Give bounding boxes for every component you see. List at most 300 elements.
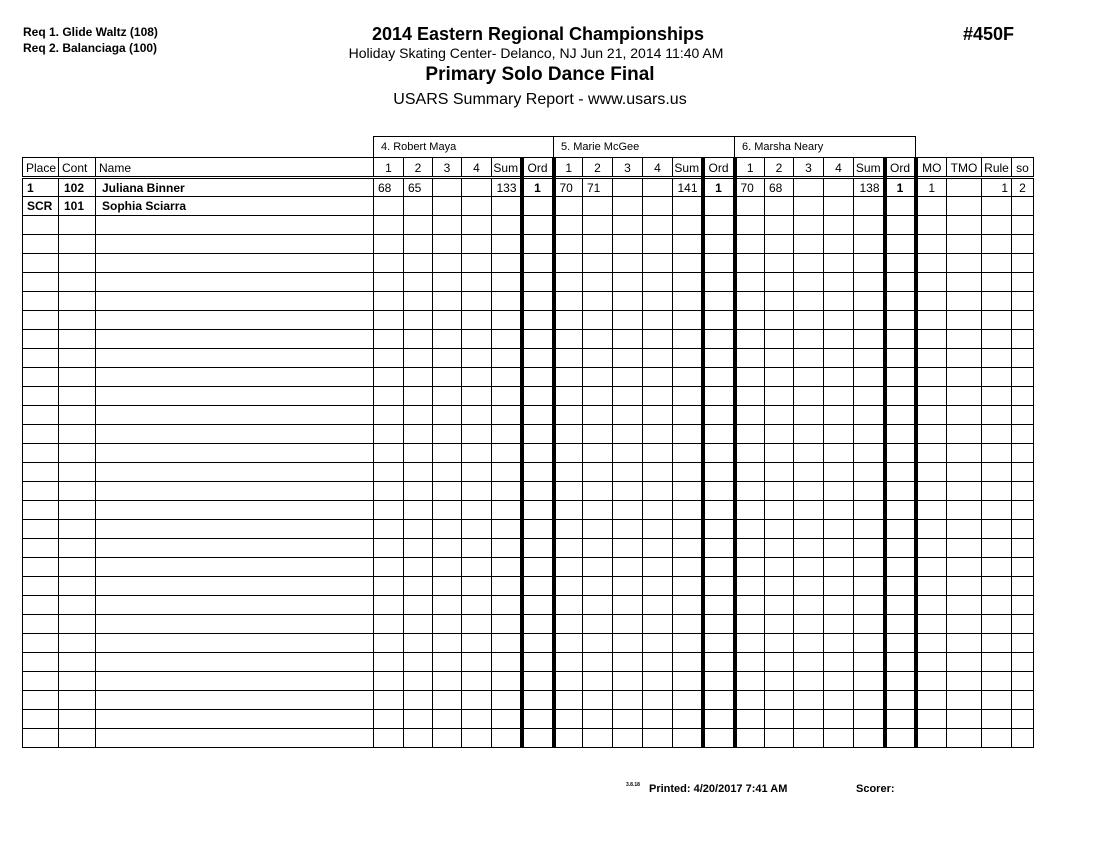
j3-score-4 [824,197,854,216]
j2-sum: 141 [673,178,703,197]
empty-cell [522,539,554,558]
empty-cell [794,634,824,653]
empty-cell [735,558,765,577]
empty-cell [765,254,794,273]
empty-cell [982,235,1012,254]
empty-cell [554,615,583,634]
empty-cell [522,425,554,444]
empty-cell [982,691,1012,710]
j1-score-3 [433,197,462,216]
empty-cell [554,406,583,425]
empty-cell [854,729,885,748]
empty-cell [613,292,643,311]
empty-cell [735,710,765,729]
empty-cell [433,672,462,691]
empty-cell [613,406,643,425]
empty-cell [703,539,735,558]
empty-cell [404,653,433,672]
empty-cell [885,539,916,558]
empty-cell [374,387,404,406]
empty-cell [1012,558,1034,577]
empty-cell [613,520,643,539]
empty-cell [885,729,916,748]
empty-cell [522,520,554,539]
empty-cell [583,463,613,482]
empty-cell [492,406,522,425]
empty-cell [854,615,885,634]
empty-cell [492,615,522,634]
empty-cell [374,691,404,710]
empty-cell [643,672,673,691]
empty-cell [982,482,1012,501]
col-header-so: so [1012,158,1034,178]
empty-cell [492,368,522,387]
empty-cell [916,634,947,653]
empty-cell [765,330,794,349]
empty-cell [96,349,374,368]
empty-cell [824,254,854,273]
empty-cell [492,482,522,501]
empty-cell [982,710,1012,729]
j2-score-4 [643,197,673,216]
empty-cell [824,425,854,444]
empty-cell [824,558,854,577]
empty-cell [96,596,374,615]
empty-cell [374,235,404,254]
empty-cell [765,463,794,482]
j3-sum: 138 [854,178,885,197]
mo-cell: 1 [916,178,947,197]
empty-cell [885,292,916,311]
empty-cell [735,425,765,444]
empty-cell [824,349,854,368]
empty-cell [947,235,982,254]
empty-cell [522,254,554,273]
empty-cell [916,235,947,254]
empty-cell [916,539,947,558]
empty-cell [916,672,947,691]
empty-cell [947,501,982,520]
empty-cell [765,539,794,558]
empty-cell [673,558,703,577]
empty-cell [854,482,885,501]
empty-cell [794,349,824,368]
empty-cell [824,653,854,672]
empty-cell [643,501,673,520]
empty-cell [916,463,947,482]
empty-cell [735,691,765,710]
empty-cell [23,672,59,691]
table-row [23,178,1034,197]
empty-cell [492,349,522,368]
empty-cell [433,501,462,520]
empty-cell [554,634,583,653]
empty-cell [96,653,374,672]
empty-cell [885,349,916,368]
empty-cell [613,501,643,520]
empty-cell [613,729,643,748]
empty-cell [703,444,735,463]
empty-cell [522,558,554,577]
empty-cell [23,387,59,406]
empty-cell [433,615,462,634]
requirement-2: Req 2. Balanciaga (100) [23,41,158,55]
empty-cell [703,254,735,273]
j3-score-1: 70 [735,178,765,197]
empty-cell [23,729,59,748]
empty-cell [643,444,673,463]
empty-cell [982,387,1012,406]
empty-cell [59,615,96,634]
empty-cell [554,501,583,520]
empty-cell [374,330,404,349]
empty-cell [492,235,522,254]
empty-cell [554,596,583,615]
empty-cell [824,273,854,292]
empty-cell [433,368,462,387]
empty-cell [947,273,982,292]
empty-cell [947,558,982,577]
empty-cell [374,444,404,463]
empty-cell [673,254,703,273]
empty-cell [583,216,613,235]
table-row [23,273,1034,292]
empty-cell [462,292,492,311]
empty-cell [522,577,554,596]
empty-cell [554,482,583,501]
empty-cell [885,558,916,577]
empty-cell [703,596,735,615]
empty-cell [613,653,643,672]
empty-cell [492,539,522,558]
printed-timestamp: Printed: 4/20/2017 7:41 AM [649,783,788,795]
report-line: USARS Summary Report - www.usars.us [393,91,687,108]
empty-cell [554,425,583,444]
j1-score-1: 68 [374,178,404,197]
so-cell: 2 [1012,178,1034,197]
empty-cell [854,672,885,691]
j3-score-3 [794,178,824,197]
empty-cell [765,710,794,729]
j3-score-2: 68 [765,178,794,197]
empty-cell [765,311,794,330]
empty-cell [673,615,703,634]
empty-cell [794,311,824,330]
table-row [23,539,1034,558]
empty-cell [522,387,554,406]
empty-cell [374,710,404,729]
empty-cell [885,368,916,387]
empty-cell [492,691,522,710]
empty-cell [794,482,824,501]
empty-cell [916,254,947,273]
empty-cell [916,387,947,406]
empty-cell [794,615,824,634]
empty-cell [703,463,735,482]
empty-cell [673,311,703,330]
empty-cell [522,672,554,691]
j3-score-1 [735,197,765,216]
empty-cell [794,653,824,672]
empty-cell [916,691,947,710]
empty-cell [96,691,374,710]
table-row [23,691,1034,710]
empty-cell [1012,463,1034,482]
empty-cell [554,444,583,463]
empty-cell [462,691,492,710]
empty-cell [59,216,96,235]
empty-cell [404,292,433,311]
empty-cell [554,349,583,368]
empty-cell [492,254,522,273]
empty-cell [735,254,765,273]
empty-cell [703,520,735,539]
empty-cell [492,387,522,406]
empty-cell [643,634,673,653]
empty-cell [794,577,824,596]
j3-score-2 [765,197,794,216]
empty-cell [885,273,916,292]
empty-cell [554,710,583,729]
empty-cell [96,330,374,349]
empty-cell [854,235,885,254]
empty-cell [794,425,824,444]
empty-cell [703,425,735,444]
empty-cell [885,216,916,235]
empty-cell [885,596,916,615]
empty-cell [735,235,765,254]
empty-cell [947,653,982,672]
empty-cell [374,634,404,653]
empty-cell [765,235,794,254]
empty-cell [404,273,433,292]
empty-cell [583,596,613,615]
judge-header-3: 6. Marsha Neary [734,136,916,157]
empty-cell [703,672,735,691]
empty-cell [404,729,433,748]
empty-cell [23,216,59,235]
empty-cell [583,653,613,672]
empty-cell [462,672,492,691]
empty-cell [583,482,613,501]
empty-cell [433,558,462,577]
empty-cell [23,558,59,577]
empty-cell [374,463,404,482]
empty-cell [59,330,96,349]
event-number: #450F [963,24,1015,44]
empty-cell [583,254,613,273]
empty-cell [824,482,854,501]
empty-cell [794,710,824,729]
empty-cell [703,406,735,425]
empty-cell [794,501,824,520]
empty-cell [404,577,433,596]
empty-cell [703,653,735,672]
empty-cell [854,596,885,615]
j1-score-4 [462,178,492,197]
empty-cell [982,463,1012,482]
j1-sum: 133 [492,178,522,197]
empty-cell [824,539,854,558]
empty-cell [522,634,554,653]
empty-cell [947,387,982,406]
empty-cell [916,577,947,596]
empty-cell [613,634,643,653]
empty-cell [982,311,1012,330]
empty-cell [433,254,462,273]
empty-cell [492,425,522,444]
empty-cell [492,653,522,672]
empty-cell [1012,444,1034,463]
empty-cell [462,216,492,235]
empty-cell [643,235,673,254]
empty-cell [23,615,59,634]
empty-cell [673,501,703,520]
j3-score-3 [794,197,824,216]
empty-cell [982,425,1012,444]
empty-cell [794,558,824,577]
empty-cell [885,615,916,634]
empty-cell [794,368,824,387]
empty-cell [982,330,1012,349]
empty-cell [982,729,1012,748]
empty-cell [404,501,433,520]
col-header-j3-1: 1 [735,158,765,178]
empty-cell [613,691,643,710]
empty-cell [613,615,643,634]
empty-cell [643,615,673,634]
empty-cell [23,482,59,501]
empty-cell [673,368,703,387]
empty-cell [374,501,404,520]
empty-cell [824,311,854,330]
empty-cell [492,558,522,577]
empty-cell [854,577,885,596]
empty-cell [583,729,613,748]
empty-cell [96,710,374,729]
empty-cell [673,349,703,368]
empty-cell [462,387,492,406]
empty-cell [885,463,916,482]
empty-cell [885,387,916,406]
empty-cell [982,653,1012,672]
empty-cell [703,710,735,729]
empty-cell [59,539,96,558]
empty-cell [23,292,59,311]
name-cell: Juliana Binner [96,178,374,197]
empty-cell [824,672,854,691]
empty-cell [1012,577,1034,596]
empty-cell [643,691,673,710]
empty-cell [59,634,96,653]
empty-cell [433,216,462,235]
empty-cell [433,596,462,615]
empty-cell [643,368,673,387]
empty-cell [96,558,374,577]
empty-cell [947,577,982,596]
empty-cell [1012,653,1034,672]
table-row [23,710,1034,729]
empty-cell [947,311,982,330]
empty-cell [673,482,703,501]
empty-cell [433,387,462,406]
col-header-j1-sum: Sum [492,158,522,178]
col-header-j3-3: 3 [794,158,824,178]
empty-cell [583,558,613,577]
empty-cell [1012,387,1034,406]
empty-cell [404,691,433,710]
col-header-j1-2: 2 [404,158,433,178]
empty-cell [735,216,765,235]
empty-cell [824,729,854,748]
empty-cell [583,520,613,539]
empty-cell [23,349,59,368]
empty-cell [765,558,794,577]
empty-cell [492,577,522,596]
empty-cell [96,444,374,463]
empty-cell [765,729,794,748]
empty-cell [1012,710,1034,729]
empty-cell [404,463,433,482]
j1-sum [492,197,522,216]
empty-cell [613,330,643,349]
empty-cell [96,368,374,387]
empty-cell [613,577,643,596]
empty-cell [794,235,824,254]
table-row [23,653,1034,672]
empty-cell [404,368,433,387]
empty-cell [854,463,885,482]
tmo-cell [947,197,982,216]
venue-date-line: Holiday Skating Center- Delanco, NJ Jun 21, 2014 11:40 AM [348,45,724,61]
empty-cell [59,425,96,444]
empty-cell [59,558,96,577]
empty-cell [23,330,59,349]
empty-cell [374,406,404,425]
empty-cell [374,672,404,691]
empty-cell [96,672,374,691]
empty-cell [96,729,374,748]
empty-cell [374,292,404,311]
empty-cell [492,330,522,349]
empty-cell [522,729,554,748]
empty-cell [643,729,673,748]
empty-cell [854,558,885,577]
empty-cell [885,330,916,349]
empty-cell [947,216,982,235]
empty-cell [765,482,794,501]
table-row [23,558,1034,577]
empty-cell [916,615,947,634]
empty-cell [947,406,982,425]
empty-cell [643,387,673,406]
empty-cell [982,406,1012,425]
empty-cell [765,672,794,691]
empty-cell [554,387,583,406]
empty-cell [643,425,673,444]
empty-cell [824,615,854,634]
empty-cell [854,311,885,330]
empty-cell [433,292,462,311]
empty-cell [96,292,374,311]
empty-cell [613,387,643,406]
empty-cell [854,368,885,387]
empty-cell [554,577,583,596]
empty-cell [522,615,554,634]
empty-cell [433,463,462,482]
empty-cell [583,672,613,691]
empty-cell [96,311,374,330]
